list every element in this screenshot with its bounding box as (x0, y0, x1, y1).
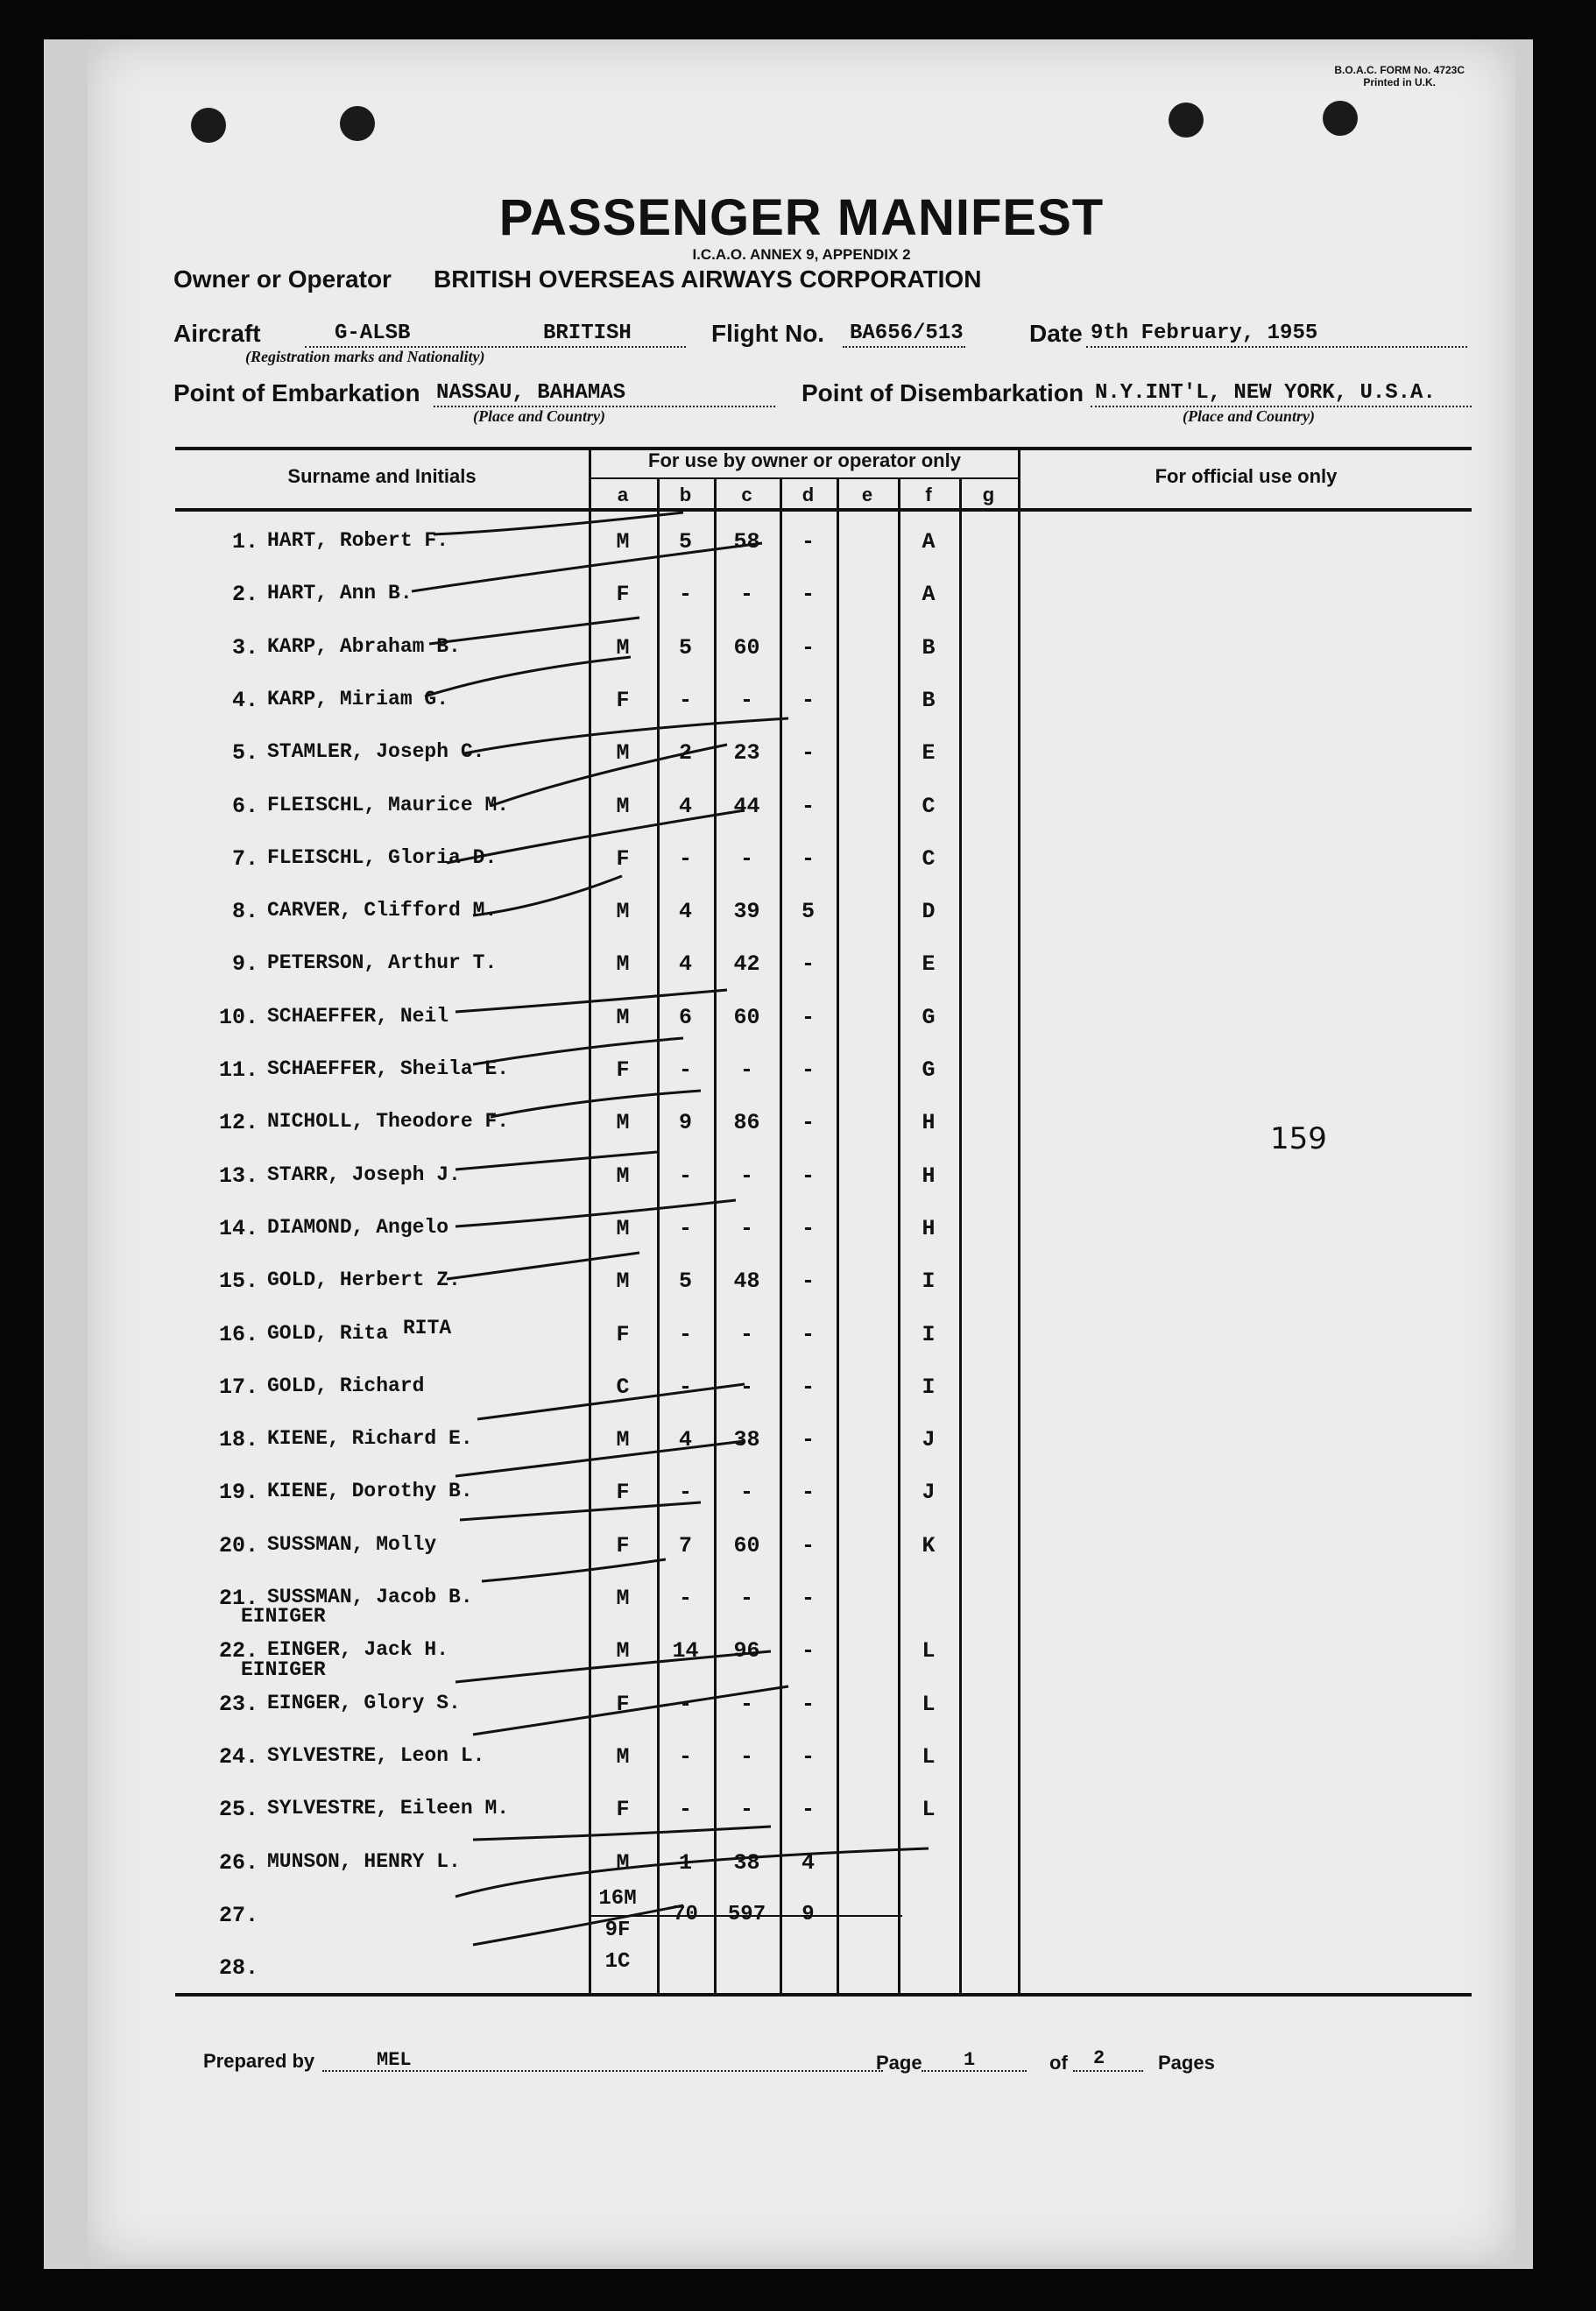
cell-d: - (801, 1691, 815, 1717)
sub-col-e: e (861, 484, 873, 505)
cell-c: - (739, 1321, 753, 1347)
connector-stroke (491, 745, 727, 806)
disembarkation-value: N.Y.INT'L, NEW YORK, U.S.A. (1095, 381, 1436, 405)
cell-f: I (922, 1374, 936, 1400)
embarkation-value: NASSAU, BAHAMAS (436, 381, 626, 405)
cell-f: H (922, 1110, 936, 1136)
passenger-name: EINGER, Glory S. (267, 1691, 461, 1714)
connector-stroke (473, 1827, 771, 1840)
official-stamp-number: 159 (1270, 1121, 1327, 1156)
row-number: 23. (218, 1691, 258, 1717)
row-number: 3. (231, 634, 258, 661)
aircraft-registration: G-ALSB (335, 322, 411, 345)
connector-stroke (447, 810, 745, 863)
row-number: 21. (218, 1586, 258, 1611)
cell-f: C (922, 793, 936, 819)
row-number: 25. (218, 1797, 258, 1823)
passenger-name: SCHAEFFER, Sheila E. (267, 1057, 510, 1080)
col-header-official: For official use only (1155, 465, 1338, 487)
cell-b: - (678, 687, 692, 713)
row-number: 6. (231, 793, 258, 819)
cell-c: 39 (733, 899, 760, 925)
cell-d: - (801, 1215, 815, 1241)
cell-a: M (616, 1849, 630, 1876)
cell-c: 60 (733, 1004, 760, 1030)
cell-f: E (922, 951, 936, 978)
handwritten-correction: EINIGER (241, 1657, 326, 1681)
connector-stroke (447, 1253, 639, 1279)
row-number: 5. (231, 740, 258, 767)
passenger-name: SUSSMAN, Jacob B. (267, 1586, 473, 1608)
col-header-name: Surname and Initials (287, 465, 477, 487)
cell-d: - (801, 1004, 815, 1030)
cell-a: F (616, 1532, 630, 1558)
cell-a: M (616, 1215, 630, 1241)
cell-d: - (801, 1480, 815, 1506)
cell-b: 2 (678, 740, 692, 767)
cell-a: F (616, 1480, 630, 1506)
of-label: of (1049, 2052, 1068, 2074)
owner-label: Owner or Operator (173, 265, 392, 293)
cell-f: A (922, 582, 936, 608)
date-value: 9th February, 1955 (1091, 322, 1318, 345)
cell-d: - (801, 1110, 815, 1136)
cell-b: - (678, 1797, 692, 1823)
connector-stroke (434, 512, 683, 534)
cell-b: 5 (678, 1269, 692, 1295)
page-label: Page (876, 2052, 922, 2074)
cell-a: F (616, 1057, 630, 1083)
connector-stroke (473, 1686, 788, 1735)
owner-value: BRITISH OVERSEAS AIRWAYS CORPORATION (434, 265, 982, 293)
cell-b: 7 (678, 1532, 692, 1558)
page-value: 1 (964, 2049, 976, 2071)
col-header-owner: For use by owner or operator only (648, 449, 961, 471)
cell-f: L (922, 1797, 936, 1823)
cell-d: - (801, 1269, 815, 1295)
cell-b: 70 (673, 1902, 698, 1926)
row-number: 18. (218, 1427, 258, 1453)
cell-f: B (922, 634, 936, 661)
row-number: 24. (218, 1743, 258, 1770)
cell-b: 14 (672, 1638, 699, 1664)
cell-a: M (616, 899, 630, 925)
passenger-name: GOLD, Rita (267, 1321, 389, 1345)
cell-b: 5 (678, 529, 692, 555)
connector-stroke (460, 1502, 701, 1520)
cell-b: 4 (678, 1427, 692, 1453)
cell-f: H (922, 1215, 936, 1241)
cell-c: 60 (733, 634, 760, 661)
passenger-name: MUNSON, HENRY L. (267, 1849, 461, 1873)
page-title: PASSENGER MANIFEST (498, 189, 1105, 246)
connector-stroke (482, 1559, 666, 1581)
cell-a: M (616, 529, 630, 555)
cell-a: F (616, 1691, 630, 1717)
disembarkation-label: Point of Disembarkation (802, 379, 1084, 406)
cell-f: J (922, 1480, 936, 1506)
row-number: 26. (218, 1849, 258, 1876)
passenger-name: GOLD, Richard (267, 1374, 425, 1397)
connector-stroke (473, 1038, 683, 1064)
row-number: 12. (218, 1110, 258, 1136)
cell-a: M (616, 1110, 630, 1136)
cell-b: - (678, 1586, 692, 1611)
cell-b: - (678, 582, 692, 608)
cell-b: 4 (678, 951, 692, 978)
cell-a: 16M 9F 1C (598, 1886, 637, 1974)
cell-a: M (616, 1269, 630, 1295)
prepared-by-value: MEL (377, 2049, 412, 2071)
row-number: 13. (218, 1163, 258, 1189)
cell-d: - (801, 740, 815, 767)
cell-c: 60 (733, 1532, 760, 1558)
cell-f: L (922, 1691, 936, 1717)
passenger-name: STAMLER, Joseph C. (267, 740, 485, 764)
row-number: 9. (231, 951, 258, 978)
cell-c: - (739, 1374, 753, 1400)
cell-f: D (922, 899, 936, 925)
row-number: 11. (218, 1057, 258, 1083)
connector-stroke (473, 876, 622, 915)
cell-f: A (922, 529, 936, 555)
passenger-name: FLEISCHL, Maurice M. (267, 793, 510, 816)
passenger-name: STARR, Joseph J. (267, 1163, 461, 1186)
cell-d: - (801, 1586, 815, 1611)
cell-a: F (616, 845, 630, 872)
cell-d: - (801, 687, 815, 713)
cell-b: 4 (678, 899, 692, 925)
passenger-name: PETERSON, Arthur T. (267, 951, 498, 975)
cell-d: - (801, 845, 815, 872)
cell-c: - (739, 1215, 753, 1241)
row-number: 17. (218, 1374, 258, 1400)
connector-stroke (455, 1200, 736, 1226)
cell-d: - (801, 1321, 815, 1347)
row-number: 19. (218, 1480, 258, 1506)
sub-col-d: d (802, 484, 815, 505)
prepared-by-label: Prepared by (203, 2050, 315, 2072)
cell-f: C (922, 845, 936, 872)
row-number: 15. (218, 1269, 258, 1295)
connector-stroke (473, 1905, 683, 1945)
cell-c: 48 (733, 1269, 760, 1295)
cell-b: - (678, 1057, 692, 1083)
cell-d: - (801, 1797, 815, 1823)
cell-a: M (616, 793, 630, 819)
cell-b: 6 (678, 1004, 692, 1030)
row-number: 20. (218, 1532, 258, 1558)
passenger-name: KIENE, Richard E. (267, 1427, 473, 1451)
cell-c: 58 (733, 529, 760, 555)
cell-f: G (922, 1057, 936, 1083)
passenger-name: DIAMOND, Angelo (267, 1215, 449, 1239)
cell-d: - (801, 1638, 815, 1664)
cell-a: M (616, 1004, 630, 1030)
flight-number: BA656/513 (850, 322, 964, 345)
cell-f: H (922, 1163, 936, 1189)
passenger-name: GOLD, Herbert Z. (267, 1269, 461, 1292)
passenger-name: SCHAEFFER, Neil (267, 1004, 449, 1028)
cell-c: - (739, 1163, 753, 1189)
row-number: 14. (218, 1215, 258, 1241)
cell-b: - (678, 1480, 692, 1506)
cell-d: - (801, 582, 815, 608)
cell-c: 44 (733, 793, 760, 819)
cell-a: M (616, 1743, 630, 1770)
cell-c: 38 (733, 1427, 760, 1453)
connector-stroke (477, 1384, 745, 1419)
row-number: 1. (231, 529, 258, 555)
connector-stroke (491, 1091, 701, 1117)
cell-d: - (801, 634, 815, 661)
flight-label: Flight No. (711, 320, 825, 347)
cell-a: C (616, 1374, 630, 1400)
cell-d: - (801, 1427, 815, 1453)
cell-b: - (678, 1691, 692, 1717)
cell-c: - (739, 1743, 753, 1770)
embarkation-note: (Place and Country) (473, 407, 605, 425)
aircraft-label: Aircraft (173, 320, 261, 347)
cell-c: 23 (733, 740, 760, 767)
cell-a: M (616, 1427, 630, 1453)
cell-b: 1 (678, 1849, 692, 1876)
cell-c: 42 (733, 951, 760, 978)
row-number: 27. (218, 1902, 258, 1928)
disembarkation-note: (Place and Country) (1183, 407, 1315, 425)
cell-b: - (678, 1321, 692, 1347)
aircraft-nationality: BRITISH (543, 322, 632, 345)
cell-a: F (616, 687, 630, 713)
sub-col-g: g (982, 484, 995, 505)
passenger-name: KIENE, Dorothy B. (267, 1480, 473, 1503)
passenger-name: FLEISCHL, Gloria D. (267, 845, 498, 869)
cell-a: M (616, 1163, 630, 1189)
cell-d: - (801, 1057, 815, 1083)
page-subtitle: I.C.A.O. ANNEX 9, APPENDIX 2 (692, 246, 911, 263)
connector-stroke (464, 718, 788, 753)
cell-a: M (616, 951, 630, 978)
row-number: 22. (218, 1638, 258, 1664)
connector-stroke (455, 1848, 929, 1897)
passenger-name: SYLVESTRE, Leon L. (267, 1743, 485, 1767)
pages-label: Pages (1158, 2052, 1215, 2074)
cell-d: - (801, 793, 815, 819)
sub-col-c: c (741, 484, 752, 505)
cell-b: - (678, 1374, 692, 1400)
passenger-name: NICHOLL, Theodore F. (267, 1110, 510, 1134)
connector-stroke (455, 1651, 771, 1682)
row-number: 2. (231, 582, 258, 608)
connector-strokes (88, 39, 1515, 2265)
cell-c: - (739, 1691, 753, 1717)
cell-c: - (739, 1797, 753, 1823)
passenger-name: EINGER, Jack H. (267, 1638, 449, 1662)
cell-f: L (922, 1743, 936, 1770)
cell-d: 5 (801, 899, 815, 925)
cell-f: J (922, 1427, 936, 1453)
cell-c: - (739, 1057, 753, 1083)
cell-c: - (739, 687, 753, 713)
cell-c: 597 (727, 1902, 766, 1926)
aircraft-note: (Registration marks and Nationality) (245, 348, 485, 365)
embarkation-label: Point of Embarkation (173, 379, 420, 406)
cell-d: - (801, 1743, 815, 1770)
connector-stroke (455, 1441, 745, 1476)
cell-d: 9 (802, 1902, 815, 1926)
row-number: 8. (231, 899, 258, 925)
manifest-page (88, 39, 1515, 2265)
passenger-name: SYLVESTRE, Eileen M. (267, 1797, 510, 1820)
passenger-name: HART, Ann B. (267, 582, 413, 605)
handwritten-correction: EINIGER (241, 1605, 326, 1629)
sub-col-b: b (679, 484, 692, 505)
cell-a: M (616, 1586, 630, 1611)
cell-a: M (616, 1638, 630, 1664)
passenger-name: SUSSMAN, Molly (267, 1532, 437, 1556)
row-number: 7. (231, 845, 258, 872)
of-value: 2 (1093, 2047, 1105, 2069)
cell-a: F (616, 582, 630, 608)
cell-b: - (678, 1215, 692, 1241)
date-label: Date (1029, 320, 1083, 347)
passenger-name: KARP, Miriam G. (267, 687, 449, 710)
row-number: 16. (218, 1321, 258, 1347)
passenger-name: HART, Robert F. (267, 529, 449, 552)
cell-d: - (801, 1532, 815, 1558)
connector-stroke (429, 618, 639, 644)
passenger-name: CARVER, Clifford M. (267, 899, 498, 922)
form-number: B.O.A.C. FORM No. 4723C Printed in U.K. (1334, 64, 1465, 88)
cell-a: M (616, 740, 630, 767)
cell-c: - (739, 582, 753, 608)
connector-stroke (455, 1152, 657, 1170)
cell-a: F (616, 1797, 630, 1823)
sub-col-a: a (617, 484, 629, 505)
cell-b: - (678, 1163, 692, 1189)
cell-f: B (922, 687, 936, 713)
row-number: 4. (231, 687, 258, 713)
cell-a: M (616, 634, 630, 661)
cell-b: - (678, 845, 692, 872)
cell-f: E (922, 740, 936, 767)
connector-stroke (455, 990, 727, 1012)
cell-c: - (739, 1586, 753, 1611)
cell-f: I (922, 1269, 936, 1295)
cell-d: - (801, 1374, 815, 1400)
row-number: 28. (218, 1955, 258, 1982)
cell-b: 4 (678, 793, 692, 819)
cell-b: 9 (678, 1110, 692, 1136)
cell-d: - (801, 529, 815, 555)
cell-f: K (922, 1532, 936, 1558)
cell-f: G (922, 1004, 936, 1030)
cell-c: - (739, 845, 753, 872)
cell-f: I (922, 1321, 936, 1347)
of-line (1073, 2070, 1143, 2072)
cell-d: - (801, 1163, 815, 1189)
cell-c: 86 (733, 1110, 760, 1136)
cell-d: - (801, 951, 815, 978)
cell-f: L (922, 1638, 936, 1664)
passenger-name: KARP, Abraham B. (267, 634, 461, 658)
cell-a: F (616, 1321, 630, 1347)
connector-stroke (412, 543, 762, 591)
cell-c: 96 (733, 1638, 760, 1664)
cell-b: - (678, 1743, 692, 1770)
sub-col-f: f (925, 484, 932, 505)
cell-c: 38 (733, 1849, 760, 1876)
cell-c: - (739, 1480, 753, 1506)
row-number: 10. (218, 1004, 258, 1030)
connector-stroke (425, 657, 631, 696)
cell-b: 5 (678, 634, 692, 661)
handwritten-correction: RITA (403, 1316, 452, 1339)
cell-d: 4 (801, 1849, 815, 1876)
